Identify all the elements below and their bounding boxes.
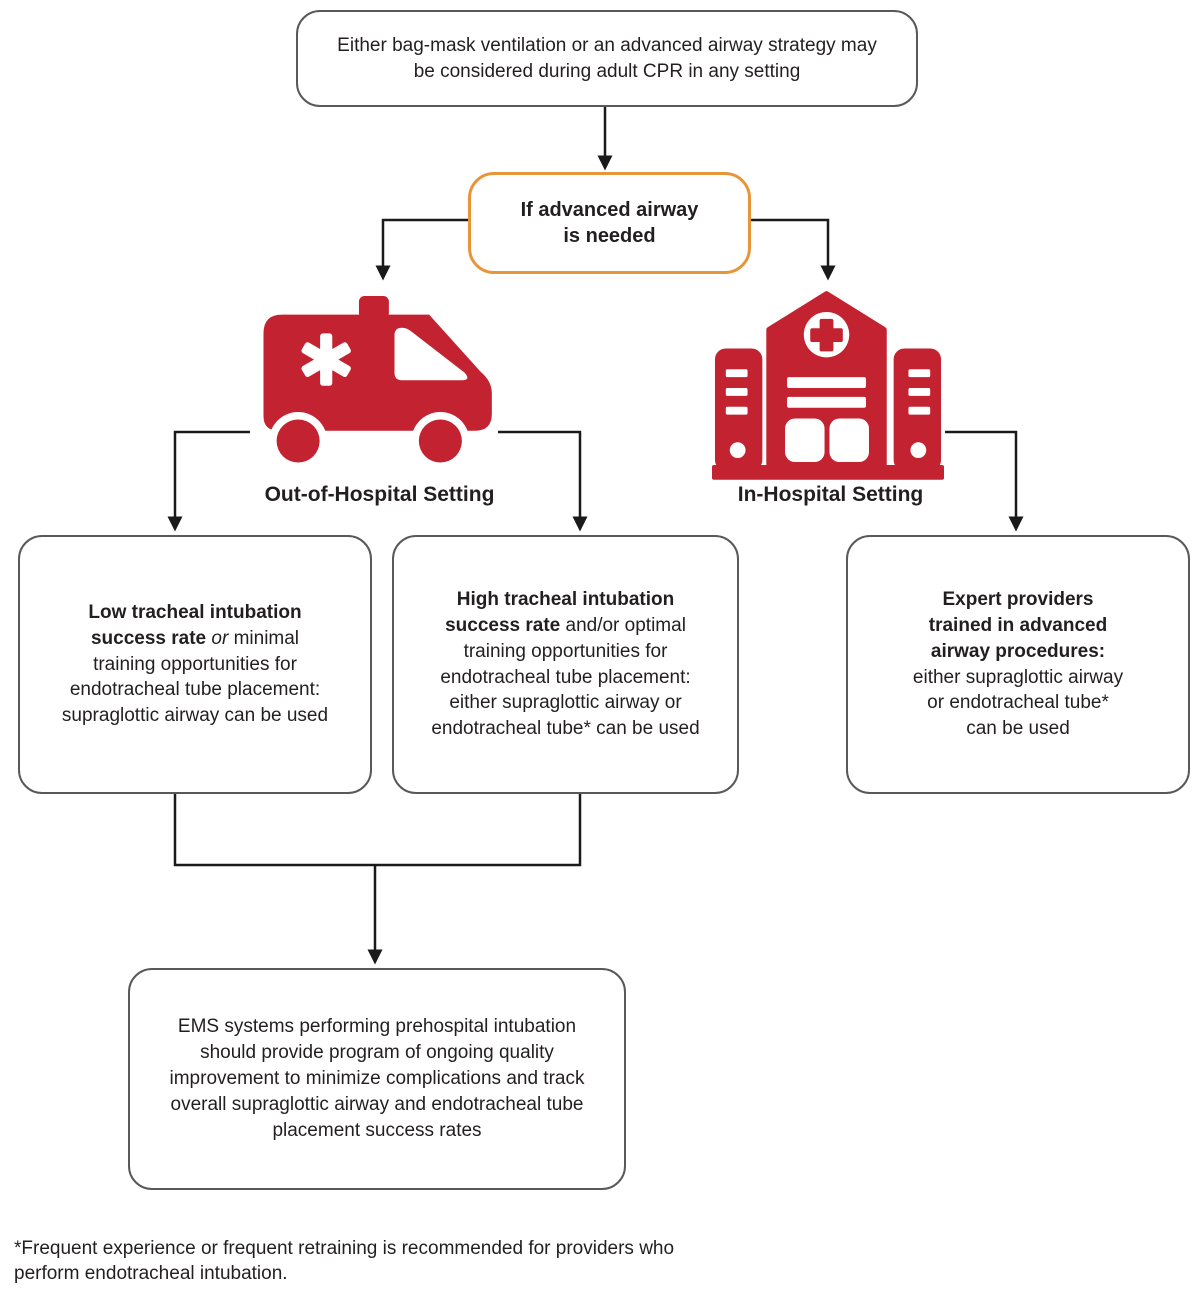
in-hospital-label: In-Hospital Setting — [737, 483, 924, 506]
connector-decision-to-hospital — [745, 220, 828, 278]
ambulance-icon — [256, 294, 504, 472]
ems-quality-box — [128, 968, 626, 1190]
expert-providers-text: Expert providers trained in advanced airway procedures: either supraglottic airway or endotracheal tube* can be used — [912, 589, 1124, 740]
decision-box — [468, 172, 751, 274]
out-of-hospital-label: Out-of-Hospital Setting — [264, 483, 495, 506]
high-success-box — [392, 535, 739, 794]
connector-ambulance-to-high-box — [498, 432, 580, 529]
decision-text: If advanced airway is needed — [520, 199, 699, 247]
top-statement-box — [296, 10, 918, 107]
hospital-icon — [712, 288, 944, 481]
expert-providers-box — [846, 535, 1190, 794]
top-statement-text: Either bag-mask ventilation or an advanced airway strategy may be considered during adult CPR in any setting — [337, 34, 877, 82]
ems-quality-text: EMS systems performing prehospital intubation should provide program of ongoing quality improvement to minimize complications and track overall supraglottic airway and endotracheal tube placement success rates — [169, 1016, 585, 1141]
connector-merge — [175, 789, 580, 865]
low-success-box — [18, 535, 372, 794]
connector-ambulance-to-low-box — [175, 432, 250, 529]
connector-decision-to-ambulance — [383, 220, 468, 278]
high-success-text: High tracheal intubation success rate and/or optimal training opportunities for endotracheal tube placement: either supraglottic airway or endotracheal tube* can be used — [431, 589, 700, 740]
low-success-text: Low tracheal intubation success rate or minimal training opportunities for endotracheal tube placement: supraglottic airway can be used — [61, 601, 329, 727]
footnote: *Frequent experience or frequent retraining is recommended for providers who perform endotracheal intubation. — [14, 1238, 675, 1285]
connector-hospital-to-expert-box — [945, 432, 1016, 529]
